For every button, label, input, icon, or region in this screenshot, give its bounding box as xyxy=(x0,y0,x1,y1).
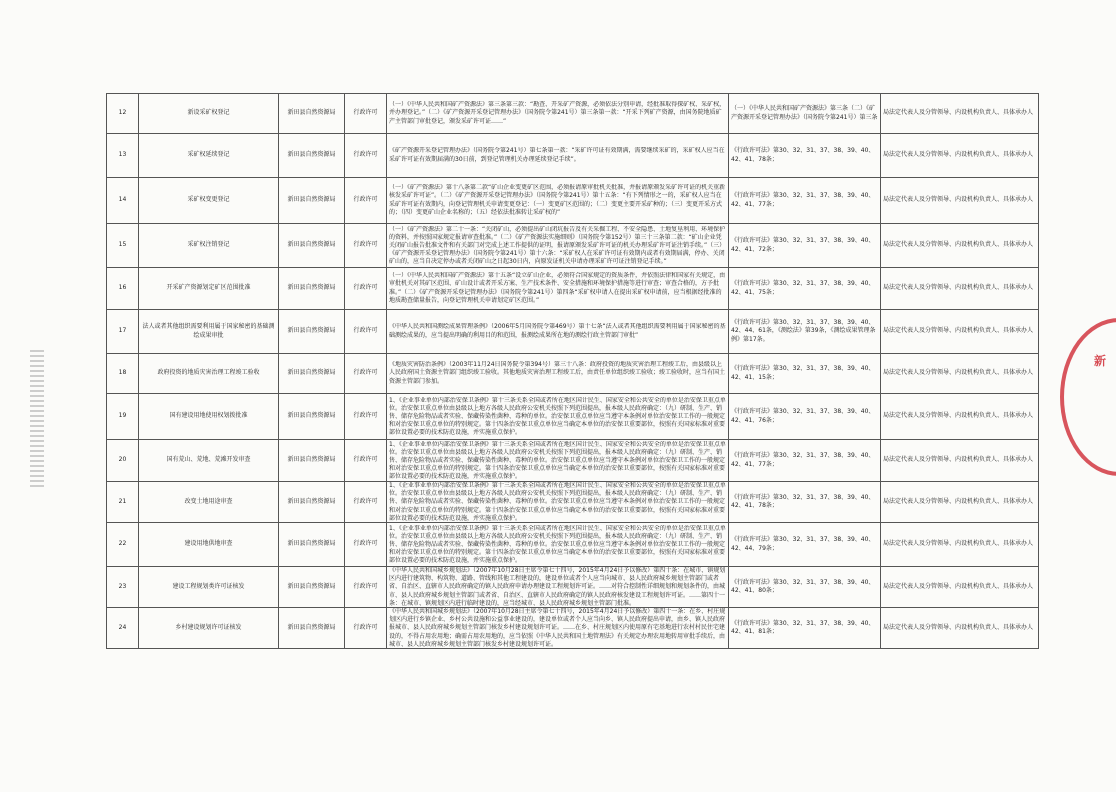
item-name xyxy=(139,224,279,268)
item-name-text: 法人或者其他组织需要利用属于国家秘密的基础测绘成果审批 xyxy=(142,323,275,339)
related-law xyxy=(729,178,881,224)
responsible-persons-text: 局法定代表人及分管领导、内设机构负责人、具体承办人 xyxy=(883,369,1034,377)
related-law xyxy=(729,394,881,440)
legal-basis xyxy=(387,567,729,608)
power-type-text: 行政许可 xyxy=(353,497,378,505)
department xyxy=(279,567,345,608)
legal-basis-text: （一）《中华人民共和国矿产资源法》第十五条“设立矿山企业，必须符合国家规定的资质条件，并依照法律和国家有关规定，由审批机关对其矿区范围、矿山设计或者开采方案、生产技术条件、安全措施和环境保护措施等进行审查；审查合格的，方予批准。”（二）《矿产资源开采登记管理办法》（国务院令第241号）第四条“采矿权申请人在提出采矿权申请前，应当根据经批准的地质勘查储量报告，向登记管理机关申请划定矿区范围。” xyxy=(389,272,726,304)
item-name xyxy=(139,268,279,310)
department xyxy=(279,394,345,440)
power-type-text: 行政许可 xyxy=(353,412,378,420)
related-law-text: 《行政许可法》第30、32、31、37、38、39、40、42、41、15条； xyxy=(731,365,875,381)
row-number xyxy=(107,523,139,567)
responsible-persons-text: 局法定代表人及分管领导、内设机构负责人、具体承办人 xyxy=(883,497,1034,505)
legal-basis-text: 《中华人民共和国城乡规划法》（2007年10月28日主席令第七十四号，2015年4月24日予以修改）第四十条：在城市、镇规划区内进行建筑物、构筑物、道路、管线和其他工程建设的，建设单位或者个人应当向城市、县人民政府城乡规划主管部门或者省、自治区、直辖市人民政府确定的镇人民政府申请办理建设工程规划许可证。……对符合控制性详细规划和规划条件的，由城市、县人民政府城乡规划主管部门或者省、自治区、直辖市人民政府确定的镇人民政府核发建设工程规划许可证。……第四十一条：在城市、镇规划区内进行临时建设的，应当经城市、县人民政府城乡规划主管部门批准。 xyxy=(389,567,726,607)
row-number xyxy=(107,310,139,354)
legal-basis-text: 1、《企业事业单位内部治安保卫条例》第十三条关系全国或者所在地区国计民生、国家安全和公共安全的单位是治安保卫重点单位。治安保卫重点单位由县级以上地方各级人民政府公安机关按照下列范围提出，报本级人民政府确定：（九）研制、生产、销售、储存危险物品或者实验、保藏传染性菌种、毒种的单位。治安保卫重点单位应当遵守本条例对单位治安保卫工作的一般规定和对治安保卫重点单位的特别规定。第十四条治安保卫重点单位应当确定本单位的治安保卫重要部位，按照有关国家标准对重要部位设置必要的技术防范设施，并实施重点保护。 xyxy=(389,524,726,565)
power-type xyxy=(345,134,387,178)
responsible-persons-text: 局法定代表人及分管领导、内设机构负责人、具体承办人 xyxy=(883,623,1034,631)
related-law xyxy=(729,482,881,523)
legal-basis xyxy=(387,608,729,649)
related-law xyxy=(729,608,881,649)
row-number xyxy=(107,440,139,482)
row-number xyxy=(107,354,139,394)
related-law xyxy=(729,268,881,310)
responsible-persons-text: 局法定代表人及分管领导、内设机构负责人、具体承办人 xyxy=(883,284,1034,292)
power-type-text: 行政许可 xyxy=(353,540,378,548)
responsible-persons-text: 局法定代表人及分管领导、内设机构负责人、具体承办人 xyxy=(883,109,1034,117)
department-text: 新田县自然资源局 xyxy=(287,540,336,548)
related-law-text: 《行政许可法》第30、32、31、37、38、39、40、42、44、79条； xyxy=(731,536,875,552)
department-text: 新田县自然资源局 xyxy=(287,109,336,117)
row-number xyxy=(107,567,139,608)
responsible-persons xyxy=(881,94,1039,134)
related-law-text: 《行政许可法》第30、32、31、37、38、39、40、42、41、78条； xyxy=(731,147,875,163)
legal-basis xyxy=(387,523,729,567)
power-type-text: 行政许可 xyxy=(353,151,378,159)
legal-basis xyxy=(387,94,729,134)
row-number xyxy=(107,394,139,440)
related-law xyxy=(729,134,881,178)
power-type xyxy=(345,482,387,523)
related-law-text: 《行政许可法》第30、32、31、37、38、39、40、42、41、80条； xyxy=(731,578,875,594)
table-row xyxy=(107,567,1039,608)
table-row xyxy=(107,523,1039,567)
legal-basis-text: 1、《企业事业单位内部治安保卫条例》第十三条关系全国或者所在地区国计民生、国家安全和公共安全的单位是治安保卫重点单位。治安保卫重点单位由县级以上地方各级人民政府公安机关按照下列范围提出，报本级人民政府确定：（九）研制、生产、销售、储存危险物品或者实验、保藏传染性菌种、毒种的单位。治安保卫重点单位应当遵守本条例对单位治安保卫工作的一般规定和对治安保卫重点单位的特别规定。第十四条治安保卫重点单位应当确定本单位的治安保卫重要部位，按照有关国家标准对重要部位设置必要的技术防范设施，并实施重点保护。 xyxy=(389,482,726,522)
official-seal xyxy=(1060,318,1116,476)
legal-basis xyxy=(387,440,729,482)
legal-basis-text: （一）《矿产资源法》第二十一条：“关闭矿山，必须提出矿山闭坑报告及有关采掘工程、不安全隐患、土地复垦利用、环境保护的资料，并按照国家规定报请审查批准。”（二）《矿产资源法实施细则》（国务院令第152号）第三十三条第二款：“矿山企业凭关闭矿山报告批准文件和有关部门对完成上述工作提供的证明，报请原颁发采矿许可证的机关办理采矿许可证注销手续。”（三）《矿产资源开采登记管理办法》（国务院令第241号）第十六条：“采矿权人在采矿许可证有效期内或者有效期届满，停办、关闭矿山的，应当自决定停办或者关闭矿山之日起30日内，向原发证机关申请办理采矿许可证注销登记手续。” xyxy=(389,225,726,266)
power-type xyxy=(345,178,387,224)
department xyxy=(279,224,345,268)
row-number-text: 21 xyxy=(118,497,127,505)
related-law-text: （一）《中华人民共和国矿产资源法》第三条（二）《矿产资源开采登记管理办法》（国务院令第241号）第三条 xyxy=(731,105,878,121)
responsible-persons xyxy=(881,482,1039,523)
table-row xyxy=(107,178,1039,224)
responsible-persons xyxy=(881,310,1039,354)
item-name-text: 开采矿产资源划定矿区范围批准 xyxy=(166,284,251,292)
legal-basis xyxy=(387,134,729,178)
responsible-persons xyxy=(881,523,1039,567)
row-number-text: 18 xyxy=(118,369,127,377)
responsible-persons xyxy=(881,268,1039,310)
item-name xyxy=(139,523,279,567)
department-text: 新田县自然资源局 xyxy=(287,369,336,377)
table-row xyxy=(107,224,1039,268)
related-law-text: 《行政许可法》第30、32、31、37、38、39、40、42、41、81条； xyxy=(731,619,875,635)
department xyxy=(279,268,345,310)
department-text: 新田县自然资源局 xyxy=(287,456,336,464)
legal-basis xyxy=(387,482,729,523)
responsible-persons-text: 局法定代表人及分管领导、内设机构负责人、具体承办人 xyxy=(883,582,1034,590)
row-number-text: 17 xyxy=(118,327,127,335)
row-number-text: 24 xyxy=(118,623,127,631)
power-type xyxy=(345,354,387,394)
table-row xyxy=(107,482,1039,523)
department xyxy=(279,440,345,482)
row-number xyxy=(107,178,139,224)
table-row xyxy=(107,440,1039,482)
legal-basis-text: 《地质灾害防治条例》（2003年11月24日国务院令第394号）第三十八条：政府投资的地质灾害治理工程竣工后，由县级以上人民政府国土资源主管部门组织竣工验收。其他地质灾害治理工程竣工后，由责任单位组织竣工验收；竣工验收时，应当有国土资源主管部门参加。 xyxy=(389,361,726,385)
item-name xyxy=(139,482,279,523)
table-row xyxy=(107,394,1039,440)
row-number-text: 19 xyxy=(118,412,127,420)
department-text: 新田县自然资源局 xyxy=(287,284,336,292)
item-name xyxy=(139,567,279,608)
responsible-persons-text: 局法定代表人及分管领导、内设机构负责人、具体承办人 xyxy=(883,196,1034,204)
table-row xyxy=(107,354,1039,394)
legal-basis-text: 《中华人民共和国测绘成果管理条例》（2006年5月国务院令第469号）第十七条“法人或者其他组织需要利用属于国家秘密的基础测绘成果的，应当提出明确的利用目的和范围，报测绘成果所在地的测绘行政主管部门审批” xyxy=(389,323,726,339)
item-name-text: 采矿权注销登记 xyxy=(187,241,230,249)
legal-basis xyxy=(387,354,729,394)
power-type xyxy=(345,523,387,567)
related-law xyxy=(729,523,881,567)
legal-basis-text: （一）《中华人民共和国矿产资源法》第三条第三款：“勘查、开采矿产资源，必须依法分别申请，经批准取得探矿权、采矿权，并办理登记。”（二）《矿产资源开采登记管理办法》（国务院令第241号）第三条第一款：“开采下列矿产资源，由国务院地质矿产主管部门审批登记，颁发采矿许可证……” xyxy=(389,101,726,125)
power-type-text: 行政许可 xyxy=(353,369,378,377)
row-number xyxy=(107,134,139,178)
seal-text: 新 xyxy=(1094,354,1107,368)
scan-edge-mark xyxy=(30,350,44,490)
item-name xyxy=(139,310,279,354)
row-number xyxy=(107,268,139,310)
power-type-text: 行政许可 xyxy=(353,196,378,204)
related-law-text: 《行政许可法》第30、32、31、37、38、39、40、42、44、61条，《测绘法》第39条，《测绘成果管理条例》第17条。 xyxy=(731,319,876,343)
related-law-text: 《行政许可法》第30、32、31、37、38、39、40、42、41、72条； xyxy=(731,237,875,253)
legal-basis xyxy=(387,394,729,440)
row-number xyxy=(107,94,139,134)
department xyxy=(279,134,345,178)
related-law-text: 《行政许可法》第30、32、31、37、38、39、40、42、41、78条； xyxy=(731,493,875,509)
table-row xyxy=(107,608,1039,649)
item-name-text: 乡村建设规划许可证核发 xyxy=(175,623,242,631)
related-law xyxy=(729,310,881,354)
department xyxy=(279,608,345,649)
power-type xyxy=(345,310,387,354)
department xyxy=(279,94,345,134)
related-law xyxy=(729,567,881,608)
item-name-text: 国有建设用地使用权划拨批准 xyxy=(169,412,248,420)
item-name xyxy=(139,608,279,649)
item-name xyxy=(139,354,279,394)
item-name-text: 采矿权变更登记 xyxy=(187,196,230,204)
power-list-table xyxy=(106,93,1039,649)
legal-basis xyxy=(387,268,729,310)
department-text: 新田县自然资源局 xyxy=(287,623,336,631)
power-type-text: 行政许可 xyxy=(353,284,378,292)
legal-basis xyxy=(387,178,729,224)
responsible-persons xyxy=(881,224,1039,268)
item-name-text: 采矿权延续登记 xyxy=(187,151,230,159)
row-number-text: 15 xyxy=(118,241,127,249)
row-number xyxy=(107,224,139,268)
power-type-text: 行政许可 xyxy=(353,582,378,590)
row-number-text: 12 xyxy=(118,109,127,117)
legal-basis-text: 《中华人民共和国城乡规划法》（2007年10月28日主席令第七十四号，2015年4月24日予以修改）第四十一条：在乡、村庄规划区内进行乡镇企业、乡村公共设施和公益事业建设的，建设单位或者个人应当向乡、镇人民政府提出申请，由乡、镇人民政府报城市、县人民政府城乡规划主管部门核发乡村建设规划许可证。……在乡、村庄规划区内使用原有宅基地进行农村村民住宅建设的，不得占用农用地；确需占用农用地的，应当依照《中华人民共和国土地管理法》有关规定办理农用地转用审批手续后，由城市、县人民政府城乡规划主管部门核发乡村建设规划许可证。 xyxy=(389,608,726,648)
power-type-text: 行政许可 xyxy=(353,241,378,249)
row-number-text: 14 xyxy=(118,196,127,204)
item-name xyxy=(139,94,279,134)
responsible-persons xyxy=(881,134,1039,178)
power-type xyxy=(345,608,387,649)
related-law xyxy=(729,354,881,394)
department-text: 新田县自然资源局 xyxy=(287,497,336,505)
related-law-text: 《行政许可法》第30、32、31、37、38、39、40、42、41、75条； xyxy=(731,280,875,296)
department xyxy=(279,354,345,394)
item-name-text: 建设工程规划类许可证核发 xyxy=(172,582,245,590)
table-row xyxy=(107,310,1039,354)
item-name-text: 建设用地供地审查 xyxy=(184,540,233,548)
row-number xyxy=(107,482,139,523)
related-law-text: 《行政许可法》第30、32、31、37、38、39、40、42、41、76条； xyxy=(731,408,875,424)
row-number-text: 23 xyxy=(118,582,127,590)
power-type xyxy=(345,567,387,608)
responsible-persons xyxy=(881,178,1039,224)
item-name-text: 新设采矿权登记 xyxy=(187,109,230,117)
responsible-persons-text: 局法定代表人及分管领导、内设机构负责人、具体承办人 xyxy=(883,540,1034,548)
responsible-persons xyxy=(881,440,1039,482)
related-law-text: 《行政许可法》第30、32、31、37、38、39、40、42、41、77条； xyxy=(731,192,875,208)
legal-basis-text: 1、《企业事业单位内部治安保卫条例》第十三条关系全国或者所在地区国计民生、国家安全和公共安全的单位是治安保卫重点单位。治安保卫重点单位由县级以上地方各级人民政府公安机关按照下列范围提出，报本级人民政府确定：（九）研制、生产、销售、储存危险物品或者实验、保藏传染性菌种、毒种的单位。治安保卫重点单位应当遵守本条例对单位治安保卫工作的一般规定和对治安保卫重点单位的特别规定。第十四条治安保卫重点单位应当确定本单位的治安保卫重要部位，按照有关国家标准对重要部位设置必要的技术防范设施，并实施重点保护。 xyxy=(389,396,726,437)
department-text: 新田县自然资源局 xyxy=(287,582,336,590)
power-type-text: 行政许可 xyxy=(353,456,378,464)
department xyxy=(279,523,345,567)
row-number-text: 16 xyxy=(118,284,127,292)
item-name-text: 政府投资的地质灾害治理工程竣工验收 xyxy=(157,369,260,377)
power-type xyxy=(345,94,387,134)
power-type xyxy=(345,440,387,482)
power-type-text: 行政许可 xyxy=(353,623,378,631)
item-name-text: 国有荒山、荒地、荒滩开发审查 xyxy=(166,456,251,464)
item-name-text: 改变土地用途审查 xyxy=(184,497,233,505)
item-name xyxy=(139,394,279,440)
department-text: 新田县自然资源局 xyxy=(287,412,336,420)
legal-basis xyxy=(387,310,729,354)
responsible-persons-text: 局法定代表人及分管领导、内设机构负责人、具体承办人 xyxy=(883,456,1034,464)
related-law xyxy=(729,224,881,268)
department-text: 新田县自然资源局 xyxy=(287,327,336,335)
row-number xyxy=(107,608,139,649)
responsible-persons-text: 局法定代表人及分管领导、内设机构负责人、具体承办人 xyxy=(883,327,1034,335)
responsible-persons xyxy=(881,354,1039,394)
power-type-text: 行政许可 xyxy=(353,109,378,117)
row-number-text: 13 xyxy=(118,151,127,159)
related-law xyxy=(729,440,881,482)
responsible-persons xyxy=(881,608,1039,649)
responsible-persons-text: 局法定代表人及分管领导、内设机构负责人、具体承办人 xyxy=(883,241,1034,249)
legal-basis-text: 1、《企业事业单位内部治安保卫条例》第十三条关系全国或者所在地区国计民生、国家安全和公共安全的单位是治安保卫重点单位。治安保卫重点单位由县级以上地方各级人民政府公安机关按照下列范围提出，报本级人民政府确定：（九）研制、生产、销售、储存危险物品或者实验、保藏传染性菌种、毒种的单位。治安保卫重点单位应当遵守本条例对单位治安保卫工作的一般规定和对治安保卫重点单位的特别规定。第十四条治安保卫重点单位应当确定本单位的治安保卫重要部位，按照有关国家标准对重要部位设置必要的技术防范设施，并实施重点保护。 xyxy=(389,440,726,481)
item-name xyxy=(139,440,279,482)
department xyxy=(279,482,345,523)
legal-basis-text: （一）《矿产资源法》第十八条第二款“矿山企业变更矿区范围，必须报请原审批机关批准，并报请原颁发采矿许可证的机关重新核发采矿许可证”。（二）《矿产资源开采登记管理办法》（国务院令第241号）第十五条：“有下列情形之一的，采矿权人应当在采矿许可证有效期内，向登记管理机关申请变更登记：（一）变更矿区范围的；（二）变更主要开采矿种的；（三）变更开采方式的；（四）变更矿山企业名称的；（五）经依法批准转让采矿权的” xyxy=(389,184,726,216)
power-type-text: 行政许可 xyxy=(353,327,378,335)
table-row xyxy=(107,94,1039,134)
department-text: 新田县自然资源局 xyxy=(287,151,336,159)
table-row xyxy=(107,134,1039,178)
row-number-text: 20 xyxy=(118,456,127,464)
power-type xyxy=(345,394,387,440)
legal-basis xyxy=(387,224,729,268)
responsible-persons xyxy=(881,567,1039,608)
table-row xyxy=(107,268,1039,310)
power-type xyxy=(345,224,387,268)
power-type xyxy=(345,268,387,310)
department-text: 新田县自然资源局 xyxy=(287,196,336,204)
row-number-text: 22 xyxy=(118,540,127,548)
item-name xyxy=(139,134,279,178)
item-name xyxy=(139,178,279,224)
legal-basis-text: 《矿产资源开采登记管理办法》（国务院令第241号）第七条第一款：“采矿许可证有效期满，需要继续采矿的，采矿权人应当在采矿许可证有效期届满的30日前，到登记管理机关办理延续登记手续”。 xyxy=(389,147,725,163)
department xyxy=(279,178,345,224)
related-law-text: 《行政许可法》第30、32、31、37、38、39、40、42、41、77条； xyxy=(731,452,875,468)
department xyxy=(279,310,345,354)
responsible-persons-text: 局法定代表人及分管领导、内设机构负责人、具体承办人 xyxy=(883,151,1034,159)
responsible-persons xyxy=(881,394,1039,440)
department-text: 新田县自然资源局 xyxy=(287,241,336,249)
responsible-persons-text: 局法定代表人及分管领导、内设机构负责人、具体承办人 xyxy=(883,412,1034,420)
related-law xyxy=(729,94,881,134)
